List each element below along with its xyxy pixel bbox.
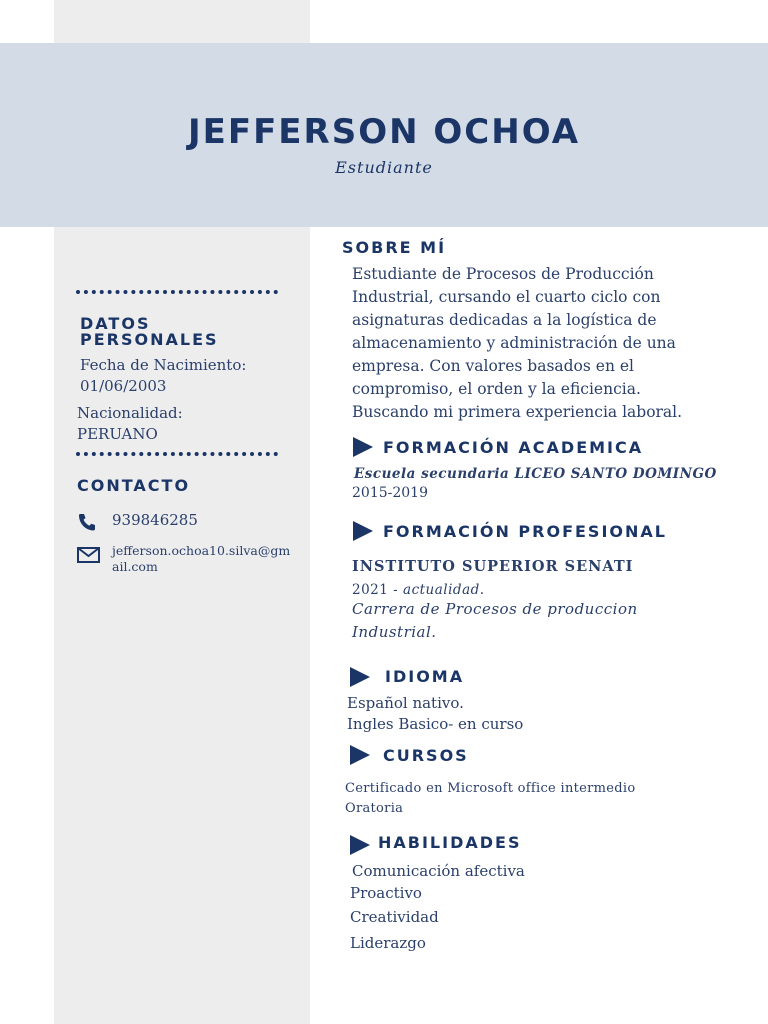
about-heading: SOBRE MÍ [342,238,447,257]
triangle-bullet-icon [353,521,373,541]
career-line: Industrial. [352,623,437,641]
phone-number: 939846285 [112,511,198,529]
skill-item: Proactivo [350,884,422,902]
envelope-icon [77,547,100,563]
triangle-bullet-icon [350,835,370,855]
about-line: empresa. Con valores basados en el [352,357,634,375]
person-role: Estudiante [335,158,433,177]
about-line: asignaturas dedicadas a la logística de [352,311,657,329]
about-line: Buscando mi primera experiencia laboral. [352,403,683,421]
email-line-1: jefferson.ochoa10.silva@gm [112,543,291,558]
personal-data-heading-line1: DATOS [80,314,151,333]
nationality-value: PERUANO [77,425,158,443]
nationality-label: Nacionalidad: [77,404,183,422]
courses-heading: CURSOS [383,746,469,765]
email-address [112,543,290,575]
skill-item: Comunicación afectiva [352,862,525,880]
phone-icon [77,513,97,531]
academic-years: 2015-2019 [352,485,428,501]
academic-school: Escuela secundaria LICEO SANTO DOMINGO [354,466,717,482]
birth-date-value: 01/06/2003 [80,377,167,395]
dotted-divider [76,290,278,298]
about-line: Estudiante de Procesos de Producción [352,265,654,283]
skill-item: Liderazgo [350,934,426,952]
course-item: Oratoria [345,801,404,816]
language-item: Español nativo. [347,694,464,712]
person-name: JEFFERSON OCHOA [187,112,581,152]
skill-item: Creatividad [350,908,439,926]
about-line: compromiso, el orden y la eficiencia. [352,380,641,398]
professional-years [352,582,485,598]
course-item: Certificado en Microsoft office intermedio [345,781,636,796]
language-item: Ingles Basico- en curso [347,715,524,733]
triangle-bullet-icon [350,667,370,687]
email-line-2: ail.com [112,559,158,574]
professional-institute: INSTITUTO SUPERIOR SENATI [352,558,634,575]
about-paragraph [352,263,682,424]
professional-years-current: actualidad. [403,582,485,598]
about-line: almacenamiento y administración de una [352,334,676,352]
career-line: Carrera de Procesos de produccion [352,600,638,618]
academic-heading: FORMACIÓN ACADEMICA [383,438,644,457]
professional-years-start: 2021 - [352,582,404,598]
personal-data-heading-line2: PERSONALES [80,330,219,349]
personal-data-heading [80,316,219,348]
professional-heading: FORMACIÓN PROFESIONAL [383,522,667,541]
about-line: Industrial, cursando el cuarto ciclo con [352,288,661,306]
triangle-bullet-icon [350,745,370,765]
skills-heading: HABILIDADES [378,833,522,852]
dotted-divider [76,452,278,460]
language-heading: IDIOMA [385,667,465,686]
triangle-bullet-icon [353,437,373,457]
contact-heading: CONTACTO [77,476,191,495]
birth-date-label: Fecha de Nacimiento: [80,356,247,374]
professional-career [352,598,638,644]
